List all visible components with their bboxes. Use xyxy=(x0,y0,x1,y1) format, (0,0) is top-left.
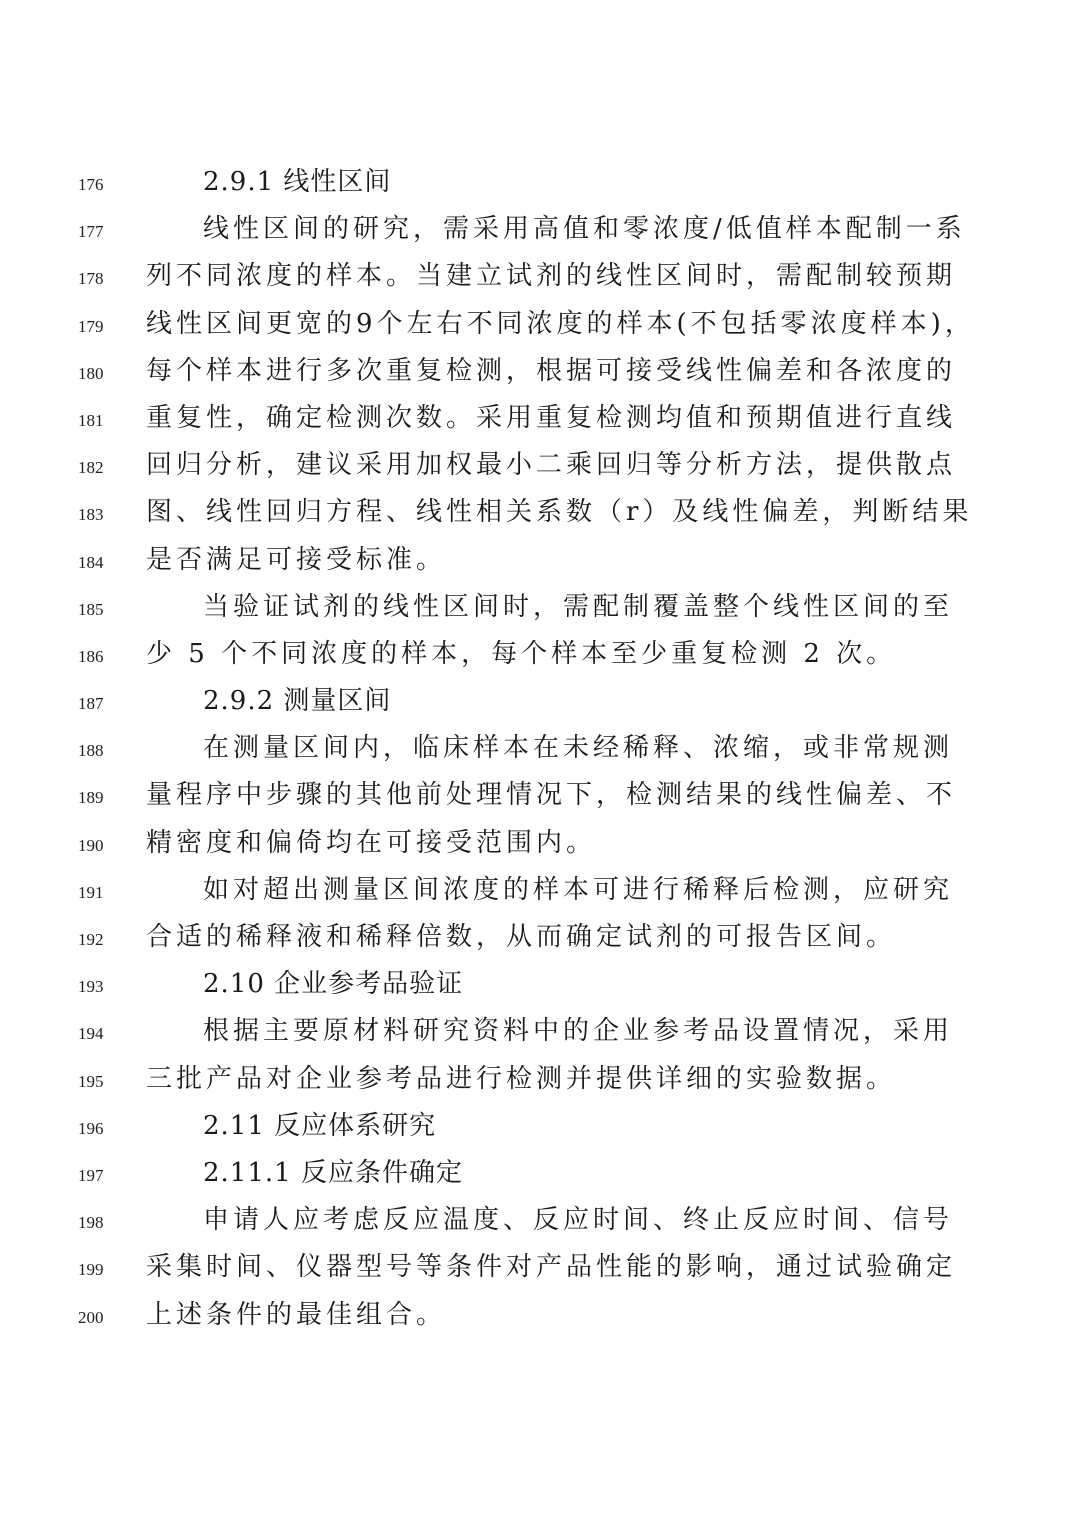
line-text: 上述条件的最佳组合。 xyxy=(146,1299,447,1330)
line-text: 是否满足可接受标准。 xyxy=(146,544,447,575)
line-number: 198 xyxy=(78,1213,104,1233)
line-text: 采集时间、仪器型号等条件对产品性能的影响，通过试验确定 xyxy=(146,1252,957,1283)
document-line xyxy=(0,1057,1080,1104)
document-line xyxy=(0,443,1080,490)
line-number: 197 xyxy=(78,1165,104,1185)
line-text: 根据主要原材料研究资料中的企业参考品设置情况，采用 xyxy=(203,1016,954,1047)
document-line xyxy=(0,868,1080,915)
line-number: 177 xyxy=(78,222,104,242)
line-text: 重复性，确定检测次数。采用重复检测均值和预期值进行直线 xyxy=(146,402,957,433)
section-heading: 2.9.1 线性区间 xyxy=(203,167,392,197)
line-text: 每个样本进行多次重复检测，根据可接受线性偏差和各浓度的 xyxy=(146,355,957,386)
section-heading: 2.10 企业参考品验证 xyxy=(203,969,464,1000)
line-number: 187 xyxy=(78,694,104,714)
line-number: 185 xyxy=(78,599,104,619)
document-line xyxy=(0,821,1080,868)
document-line xyxy=(0,679,1080,726)
document-line xyxy=(0,915,1080,962)
line-number: 192 xyxy=(78,930,104,949)
line-text: 申请人应考虑反应温度、反应时间、终止反应时间、信号 xyxy=(203,1205,954,1236)
document-body xyxy=(0,160,1080,1340)
line-text: 在测量区间内，临床样本在未经稀释、浓缩，或非常规测 xyxy=(203,733,954,764)
document-line xyxy=(0,1198,1080,1245)
document-line xyxy=(0,490,1080,537)
document-line xyxy=(0,962,1080,1009)
line-number: 200 xyxy=(78,1307,104,1327)
line-number: 194 xyxy=(78,1024,104,1044)
document-line xyxy=(0,254,1080,301)
line-number: 176 xyxy=(78,175,104,194)
line-text: 图、线性回归方程、线性相关系数（r）及线性偏差，判断结果 xyxy=(146,497,973,528)
line-number: 191 xyxy=(78,882,104,902)
line-number: 178 xyxy=(78,269,104,289)
document-line xyxy=(0,1009,1080,1056)
line-number: 184 xyxy=(78,552,104,572)
line-number: 190 xyxy=(78,835,104,855)
line-number: 180 xyxy=(78,363,104,383)
line-text: 线性区间更宽的9个左右不同浓度的样本(不包括零浓度样本)， xyxy=(146,308,975,339)
line-text: 合适的稀释液和稀释倍数，从而确定试剂的可报告区间。 xyxy=(146,922,897,952)
line-text: 三批产品对企业参考品进行检测并提供详细的实验数据。 xyxy=(146,1063,897,1094)
line-text: 量程序中步骤的其他前处理情况下，检测结果的线性偏差、不 xyxy=(146,780,957,811)
line-number: 183 xyxy=(78,505,104,525)
line-number: 193 xyxy=(78,977,104,997)
document-line xyxy=(0,773,1080,820)
document-line xyxy=(0,1104,1080,1151)
document-line xyxy=(0,207,1080,254)
section-heading: 2.11.1 反应条件确定 xyxy=(203,1157,463,1188)
line-number: 199 xyxy=(78,1260,104,1280)
document-line xyxy=(0,538,1080,585)
document-line xyxy=(0,726,1080,773)
document-line xyxy=(0,1151,1080,1198)
line-number: 179 xyxy=(78,316,104,336)
line-text: 当验证试剂的线性区间时，需配制覆盖整个线性区间的至 xyxy=(203,591,954,622)
line-number: 189 xyxy=(78,788,104,808)
document-line xyxy=(0,585,1080,632)
document-line xyxy=(0,1293,1080,1340)
line-text: 如对超出测量区间浓度的样本可进行稀释后检测，应研究 xyxy=(203,874,954,905)
line-text: 列不同浓度的样本。当建立试剂的线性区间时，需配制较预期 xyxy=(146,261,957,292)
line-number: 182 xyxy=(78,458,104,478)
line-number: 196 xyxy=(78,1118,104,1138)
line-text: 线性区间的研究，需采用高值和零浓度/低值样本配制一系 xyxy=(203,214,966,245)
document-line xyxy=(0,1245,1080,1292)
line-text: 少 5 个不同浓度的样本，每个样本至少重复检测 2 次。 xyxy=(146,638,897,669)
line-number: 186 xyxy=(78,646,104,666)
document-line xyxy=(0,302,1080,349)
document-line xyxy=(0,349,1080,396)
line-number: 195 xyxy=(78,1071,104,1091)
line-number: 181 xyxy=(78,410,104,430)
section-heading: 2.11 反应体系研究 xyxy=(203,1110,437,1141)
document-line xyxy=(0,396,1080,443)
document-line xyxy=(0,160,1080,207)
document-line xyxy=(0,632,1080,679)
section-heading: 2.9.2 测量区间 xyxy=(203,686,392,717)
line-text: 回归分析，建议采用加权最小二乘回归等分析方法，提供散点 xyxy=(146,450,957,481)
line-text: 精密度和偏倚均在可接受范围内。 xyxy=(146,827,597,858)
line-number: 188 xyxy=(78,741,104,761)
